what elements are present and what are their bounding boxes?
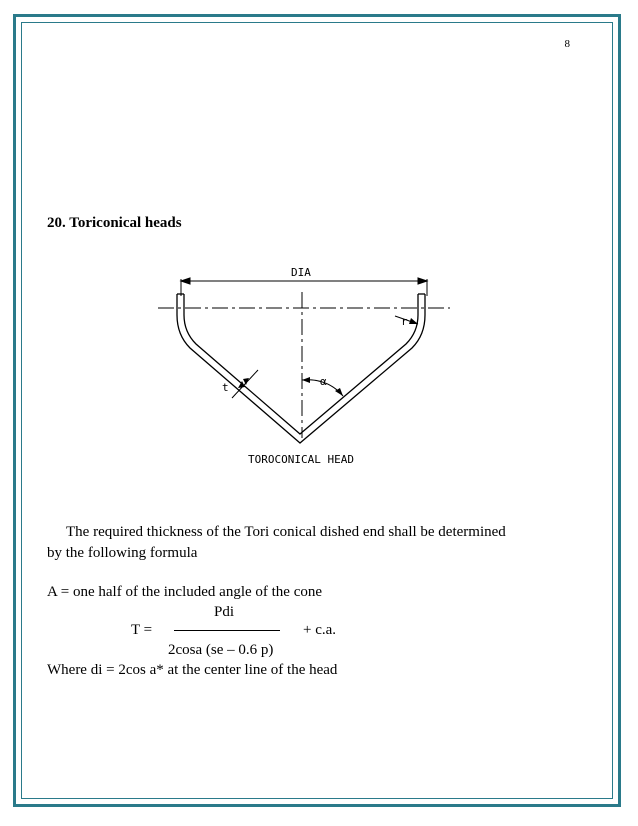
paragraph-line-1: The required thickness of the Tori conical dished end shall be determined (66, 524, 506, 540)
fraction-bar (174, 630, 280, 631)
definition-line: A = one half of the included angle of the cone (47, 584, 323, 600)
section-heading: 20. Toriconical heads (47, 215, 182, 231)
dia-dimension (181, 278, 427, 296)
alpha-label: α (320, 375, 327, 388)
formula-numerator: Pdi (214, 604, 235, 620)
paragraph-line-2: by the following formula (47, 545, 198, 561)
t-label: t (222, 381, 229, 394)
r-label: r (401, 315, 408, 328)
head-outer-wall (177, 294, 425, 443)
page-number: 8 (564, 38, 570, 50)
formula-lhs: T = (131, 622, 153, 638)
formula-denominator: 2cosa (se – 0.6 p) (168, 642, 274, 658)
where-line: Where di = 2cos a* at the center line of the head (47, 662, 338, 678)
dia-label: DIA (291, 266, 311, 279)
head-inner-wall (184, 294, 418, 434)
toroconical-head-figure (150, 260, 470, 470)
figure-caption: TOROCONICAL HEAD (248, 453, 354, 466)
formula-addend: + c.a. (303, 622, 337, 638)
